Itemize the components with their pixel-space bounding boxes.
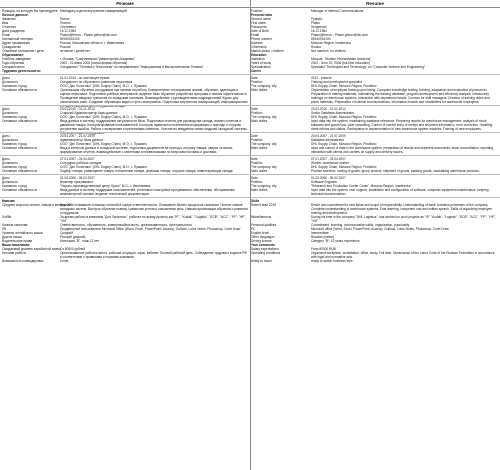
job-label-ru: Должность <box>2 180 19 184</box>
ru-field-label: Возможность командировок <box>2 259 44 263</box>
job-label-ru: Должность <box>2 161 19 165</box>
job-value-en: Organization of employee training upon hiring. Computer knowledge testing, training, adaptation and evaluation of personnel. Preparation of training materials, maintaining the training database, program development and efficiency analysis. Introductory trainings on warehouse systems. Interaction with department heads. Courses for shift managers. Creation of training video and photo materials. Preparation of internal communications, information boards and newsletters for warehouse employees. <box>311 88 490 104</box>
job-value-ru: ООО "Дэл Логистикс" (DHL Supply Chain), М.О., г. Пушкино <box>60 165 147 169</box>
job-value-en: DHL Supply Chain, Moscow Region, Pushkino <box>311 165 377 169</box>
job-label-ru: Даты <box>2 76 10 80</box>
ru-field-value: За время работы в компании "Дэл Логистикс", работал по всему проекту как "IP", "Kodak", "Logistic", "ECB", "ACC", "FP", "HP", "VM" <box>60 215 247 223</box>
job-label-en: Main duties <box>251 119 268 123</box>
ru-field-value: Пятых <box>60 17 70 21</box>
ru-field-value: Готов <box>60 259 69 263</box>
ru-field-label: Водительские права <box>2 239 33 243</box>
en-field-label: Your comments <box>251 243 275 247</box>
job-value-ru: "Научно-производственный центр Кросс" М.О., г. Ивантеевка <box>60 184 151 188</box>
ru-field-value: Сергеевич <box>60 25 76 29</box>
job-value-ru: Специалист по обучению и развитию персонала <box>60 80 132 84</box>
ru-field-label: Другие языки <box>2 235 22 239</box>
ru-field-value: Ответственность, обучаемость, коммуникабельность, организованность, пунктуальность <box>60 223 193 227</box>
en-field-label: Salary expectations <box>251 247 279 251</box>
job-value-ru: Организация обучения сотрудников при приеме на работу. Компьютерное тестирование знаний, обучение, адаптация и оценка персонала. Подготовка учебных материалов, ведение базы обучения, разработка программ и анализ эффективности. Проведение вводных тренингов по складским системам. Взаимодействие с руководителями подразделений. Курсы для начальников смен. Создание обучающих видео и фото-материалов. Подготовка внутренних коммуникаций, информационные стенды и рассылки для сотрудников склада. <box>60 88 248 108</box>
en-field-label: Rated Head 2015 <box>251 203 276 207</box>
ru-field-label: Email <box>2 33 10 37</box>
en-field-value: Pyatykh <box>311 17 323 21</box>
ru-field-value: Продвинутый пользователь Microsoft Office (Word, Excel, PowerPoint, Access), Outlook, Lotus Notes, Photoshop, Corel Draw <box>60 227 241 231</box>
en-field-value: Moscow, "Modern Humanitarian Academy" <box>311 57 372 61</box>
ru-field-label: Образование: <box>2 53 25 57</box>
job-label-en: Position <box>251 80 263 84</box>
job-value-en: 20.04.2007 - 21.07.2009 <box>311 134 346 138</box>
en-field-label: First name <box>251 21 267 25</box>
en-field-value: Category "B", 12 years experience <box>311 239 360 243</box>
en-field-label: Email <box>251 33 259 37</box>
en-field-label: Personal data <box>251 13 272 17</box>
ru-field-value: Знание и понимание основных понятий в сфере ответственности. Понимание бизнес-процессов компании. Полное знание складских систем. Быстрое обучение новому, грамотная устная и письменная речь. Навыки организации обучения и развития сотрудников. <box>60 203 248 215</box>
ru-field-value: 2002 - 22 июня 2006 (очная форма обучения) <box>60 61 128 65</box>
ru-field-label: Отчество <box>2 25 16 29</box>
ru-field-value: Россия, Московская область, г. Ивантеевка <box>60 41 125 45</box>
job-label-ru: Основные обязанности: <box>2 169 38 173</box>
job-label-ru: Должность <box>2 138 19 142</box>
ru-field-label: Учебное заведение <box>2 57 31 61</box>
en-field-value: During his time in the company "DHL Logistics", has worked on such projects as "IP" "Kodak", "Logistic", "ECB", "ACC", "FP", "HP", "VM" <box>311 215 496 223</box>
ru-field-label: Дата рождения <box>2 29 25 33</box>
job-label-en: Position <box>251 180 263 184</box>
job-label-en: Date <box>251 176 258 180</box>
ru-field-label: Семейное положение / дети <box>2 49 44 53</box>
job-label-ru: Даты <box>2 134 10 138</box>
en-field-label: Miscellaneous <box>251 215 272 219</box>
resume-row <box>0 251 500 259</box>
job-value-en: Database administrator <box>311 138 344 142</box>
ru-field-value: Менеджер отдела внутренних коммуникаций <box>60 9 127 13</box>
en-field-value: Microsoft office (Word, Excel, PowerPoint, Access), Outlook, Lotus Notes, Photoshop, Corel Draw <box>311 227 449 231</box>
left-column-title: Резюме <box>0 0 250 8</box>
job-label-ru: Компания, город <box>2 84 27 88</box>
job-value-ru: 27.01.2007 - 03.04.2007 <box>60 157 95 161</box>
job-row <box>0 188 500 196</box>
ru-field-value: Специалист "Техника и Технологии" по направлению "Информатика и Вычислительная Техника" <box>60 65 204 69</box>
en-field-value: ready to switch business trips <box>311 259 353 263</box>
en-field-value: From 80000 RUB <box>311 247 336 251</box>
en-field-label: Second name <box>251 17 271 21</box>
ru-field-value: 89150015100 <box>60 37 80 41</box>
job-value-ru: Администратор базы данных <box>60 138 104 142</box>
job-label-ru: Компания, город <box>2 142 27 146</box>
job-value-en: 2012 - present <box>311 76 332 80</box>
resume-row <box>0 215 500 223</box>
ru-field-value: Средний <box>60 231 73 235</box>
job-value-en: DHL Supply Chain, Moscow Region, Pushkino <box>311 142 377 146</box>
en-field-label: Marital status / children <box>251 49 284 53</box>
job-label-ru: Основные обязанности: <box>2 146 38 150</box>
job-value-en: Senior Database Administrator <box>311 111 355 115</box>
ru-field-label: Хобби <box>2 215 12 219</box>
job-value-en: Training and development specialist <box>311 80 362 84</box>
job-value-en: Software Engineer <box>311 180 338 184</box>
ru-field-label: Навыки: <box>2 199 16 203</box>
ru-field-label: Трудовая деятельность: <box>2 69 41 73</box>
job-value-ru: 20.04.2007 - 21.07.2009 <box>60 134 95 138</box>
en-field-label: Education <box>251 53 267 57</box>
job-label-en: Date <box>251 76 258 80</box>
ru-field-value: г. Москва, "Современная Гуманитарная Академия" <box>60 57 136 61</box>
job-value-en: DHL Supply Chain, Moscow Region, Pushkino <box>311 84 377 88</box>
en-field-label: PC <box>251 227 256 231</box>
ru-field-label: Личные качества <box>2 223 28 227</box>
job-label-en: The company, city <box>251 84 277 88</box>
en-field-value: Platon@firm.ru ; Platon.petrov@dlc.com <box>311 33 368 37</box>
en-field-value: Moscow Region, Ivanteevka <box>311 41 351 45</box>
job-row <box>0 146 500 154</box>
ru-field-value: Россия <box>60 45 71 49</box>
ru-field-label: Уровень английского языка <box>2 231 43 235</box>
en-field-label: Phone number <box>251 37 272 41</box>
ru-field-label: Адрес проживания <box>2 41 30 45</box>
job-label-ru: Даты <box>2 176 10 180</box>
job-label-en: The company, city <box>251 165 277 169</box>
resume-row <box>0 69 500 73</box>
job-value-en: 23.01.2010 - 01.01.2012 <box>311 107 346 111</box>
job-value-en: Product selection, sorting of goods, group product, shipment of goods, packing goods, stocktaking warehouse products. <box>311 169 480 173</box>
en-field-label: Years of study <box>251 61 272 65</box>
job-label-en: Position <box>251 111 263 115</box>
ru-field-value: Платон <box>60 21 71 25</box>
job-label-en: Main duties <box>251 169 268 173</box>
en-field-value: Specialist "Techniques and Technology" on "Computer Science and Engineering" <box>311 65 425 69</box>
job-value-ru: Подбор товара, размещение товара, пополнение товара, упаковка товара, отгрузка товара, инвентаризация склада. <box>60 169 234 173</box>
job-value-ru: 23.01.2010 - 01.01.2012 <box>60 107 95 111</box>
en-field-label: Skills <box>251 199 260 203</box>
en-field-value: Intermediate <box>311 231 329 235</box>
job-label-en: The company, city <box>251 184 277 188</box>
job-row <box>0 119 500 135</box>
ru-field-value: Platon@firm.ru ; Platon.petrov@dlc.com <box>60 33 117 37</box>
job-label-ru: Даты <box>2 157 10 161</box>
job-value-en: "Research and Production Center Cross", Moscow Region, Ivanteevka <box>311 184 411 188</box>
ru-field-label: Позиция, на которую Вы претендуете: <box>2 9 59 13</box>
job-value-ru: 01.03.2006 - 05.02.2007 <box>60 176 95 180</box>
job-value-ru: Сотрудник рабочих складов <box>60 161 102 165</box>
job-value-ru: Инженер программист <box>60 180 94 184</box>
ru-field-label: Имя <box>2 21 9 25</box>
job-label-ru: Компания, город <box>2 165 27 169</box>
job-value-en: 07.01.2007 - 03.04.2007 <box>311 157 346 161</box>
ru-field-label: Фамилия <box>2 17 16 21</box>
en-field-label: Ability to travel <box>251 259 272 263</box>
en-field-value: Desire and commitment to new ideas and scope of responsibility. Understanding of basic business processes of the company. Complete understanding of warehouse systems. Fast learning, competent oral and written speech. Skills of organizing employee training and development. <box>311 203 493 215</box>
job-row <box>0 88 500 108</box>
en-field-label: Operating conditions <box>251 251 281 255</box>
en-field-value: Not married / no children <box>311 49 346 53</box>
job-label-en: Main duties <box>251 146 268 150</box>
ru-field-value: не женат / детей нет <box>60 49 91 53</box>
en-field-label: Patronymic <box>251 25 267 29</box>
job-value-ru: Ввод данных в систему, поддержка пользователей, установка и настройка программного обеспечения, обслуживание компьютерной техники, ведение технической документации. <box>60 188 236 196</box>
job-value-en: Input and control of data in the warehouse system, preparation of receipt and shipment documents, stock reconciliation, reporting, interaction with clients and carriers on supply and delivery issues. <box>311 146 494 154</box>
ru-field-value: Организованное рабочее место, рабочая ситуация, офис, кабинет. Полный рабочий день. Соблюдение трудового кодекса РФ в соответствии с правилами и нормами компании. <box>60 251 247 259</box>
job-label-en: The company, city <box>251 142 277 146</box>
en-field-label: Specialization <box>251 65 271 69</box>
en-field-value: 2002 - June 22, 2006 (full-time education) <box>311 61 371 65</box>
resume-row <box>0 259 500 263</box>
job-value-ru: ООО "Дэл Логистикс" (DHL Supply Chain), М.О., г. Пушкино <box>60 84 147 88</box>
job-label-en: The company, city <box>251 115 277 119</box>
ru-field-label: Контактный телефон <box>2 37 34 41</box>
ru-field-label: Условия работы <box>2 251 26 255</box>
job-label-en: Main duties <box>251 188 268 192</box>
job-label-ru: Должность <box>2 80 19 84</box>
en-field-label: Other languages <box>251 235 275 239</box>
en-field-label: English level <box>251 231 269 235</box>
job-label-en: Date <box>251 134 258 138</box>
en-field-label: Date of Birth <box>251 29 269 33</box>
job-label-en: Position <box>251 161 263 165</box>
job-label-ru: Должность <box>2 111 19 115</box>
job-value-ru: Ввод данных в систему, поддержание актуальности базы. Подготовка отчетов для руководства склада, анализ остатков и движения товара. Консультирование пользователей. Контроль правильности внесения информации о приходе и отгрузке, устранение ошибок. Работа с возвратами и претензиями клиентов. Участие во внедрении новых модулей складской системы. Обучение новых сотрудников. <box>60 119 248 135</box>
ru-field-label: Ваши пожелания: <box>2 243 31 247</box>
ru-field-value: От 80000 рублей <box>60 247 86 251</box>
ru-field-value: Русский (родной) <box>60 235 86 239</box>
ru-field-label: Личные данные: <box>2 13 29 17</box>
ru-field-label: Гражданство <box>2 45 22 49</box>
job-label-ru: Основные обязанности: <box>2 188 38 192</box>
resume-row <box>0 203 500 215</box>
en-field-label: Driving license <box>251 239 272 243</box>
ru-field-value: 16.12.1984 <box>60 29 76 33</box>
en-field-value: Sergeevich <box>311 25 327 29</box>
en-field-label: Position <box>251 9 263 13</box>
ru-field-label: Годы обучения <box>2 61 25 65</box>
job-value-en: Input data into the system, user support, installation and configuration of software, computer equipment maintenance, keeping technical documentation. <box>311 188 489 196</box>
ru-field-label: Ожидаемый уровень заработной платы <box>2 247 61 251</box>
right-column-title: Resume <box>250 0 500 8</box>
job-label-en: Main duties <box>251 88 268 92</box>
job-label-ru: Основные обязанности: <box>2 119 38 123</box>
en-field-label: Career <box>251 69 262 73</box>
job-label-en: Date <box>251 157 258 161</box>
en-field-value: Platon <box>311 21 321 25</box>
job-value-ru: Ввод и контроль данных в складской системе, подготовка документов на приход и отгрузку товара, сверка остатков, формирование отчетов, взаимодействие с клиентами и перевозчиками по вопросам поставок и доставки. <box>60 146 233 154</box>
en-field-value: Commitment, learning, communication skills, organization, punctuality <box>311 223 410 227</box>
job-label-ru: Основные обязанности: <box>2 88 38 92</box>
job-value-en: Worker, warehouse worker <box>311 161 349 165</box>
job-value-en: Input data into the system, maintaining database relevance. Preparing reports for warehouse management, analysis of stock balances and goods flow. User consulting. Control of correct entry of receipt and shipment information, error correction. Handling client returns and claims. Participation in implementation of new warehouse system modules. Training of new employees. <box>311 119 493 131</box>
en-field-label: Personal qualities <box>251 223 277 227</box>
job-value-ru: ООО "Дэл Логистикс" (DHL Supply Chain), М.О., г. Пушкино <box>60 115 147 119</box>
job-label-ru: Компания, город <box>2 184 27 188</box>
job-label-en: Date <box>251 107 258 111</box>
en-field-label: Address <box>251 41 263 45</box>
job-value-en: 01.03.2006 - 05.02.2007 <box>311 176 346 180</box>
ru-field-label: Средняя скорость печати, знаков в минуту: 220 <box>2 203 73 207</box>
job-value-ru: ООО "Дэл Логистикс" (DHL Supply Chain), М.О., г. Пушкино <box>60 142 147 146</box>
job-label-ru: Компания, город <box>2 115 27 119</box>
en-field-value: 16.12.1984 <box>311 29 327 33</box>
job-row <box>0 169 500 173</box>
ru-field-label: ПК <box>2 227 7 231</box>
en-field-value: Russian (native) <box>311 235 335 239</box>
ru-field-value: Категория "В", стаж 12 лет <box>60 239 100 243</box>
en-field-value: Organized workplace, workstation, office, study. Full time. Observance of the Labor Code of the Russian Federation in accordance with legal and normative acts. <box>311 251 495 259</box>
job-value-en: DHL Supply Chain, Moscow Region, Pushkino <box>311 115 377 119</box>
job-label-en: Position <box>251 138 263 142</box>
job-value-ru: Старший Администратор базы данных <box>60 111 118 115</box>
job-value-ru: 01.01.2012 - по настоящее время <box>60 76 110 80</box>
en-field-value: Manager of Internal Communications <box>311 9 364 13</box>
en-field-value: Russia <box>311 45 321 49</box>
ru-field-label: Специальность <box>2 65 25 69</box>
en-field-label: Institution <box>251 57 265 61</box>
job-label-ru: Даты <box>2 107 10 111</box>
en-field-value: 89150015100 <box>311 37 331 41</box>
en-field-label: Citizenship <box>251 45 267 49</box>
